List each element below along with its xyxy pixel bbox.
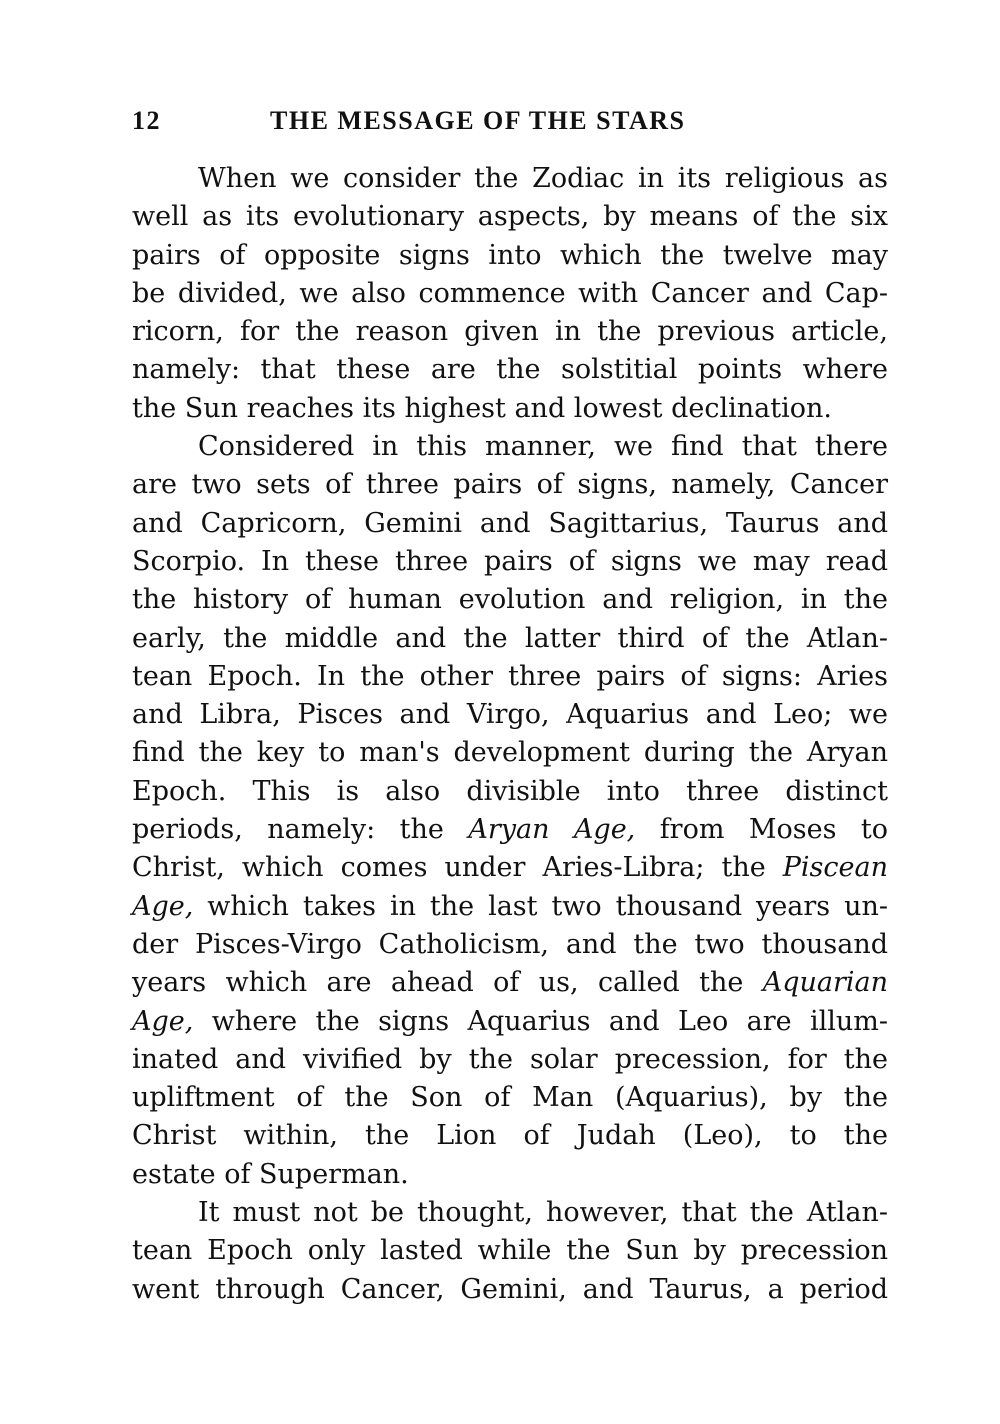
text-run: where the signs Aquarius and Leo are illum-	[193, 1005, 888, 1037]
text-line	[132, 888, 888, 926]
piscean-age-italic: Age,	[132, 890, 194, 922]
text-line: ricorn, for the reason given in the previous article,	[132, 316, 888, 348]
text-line: Scorpio. In these three pairs of signs we may read	[132, 545, 888, 577]
text-line	[132, 811, 888, 849]
text-line: Christ within, the Lion of Judah (Leo), to the	[132, 1120, 888, 1152]
text-line: der Pisces-Virgo Catholicism, and the two thousand	[132, 928, 888, 960]
text-run: which takes in the last two thousand years un-	[193, 890, 888, 922]
text-line: pairs of opposite signs into which the twelve may	[132, 239, 888, 271]
text-line: namely: that these are the solstitial points where	[132, 354, 888, 386]
body-text	[132, 160, 888, 1309]
aquarian-italic: Aquarian	[762, 967, 888, 999]
text-line: It must not be thought, however, that the Atlan-	[198, 1197, 888, 1229]
text-line: When we consider the Zodiac in its religious as	[198, 163, 888, 194]
running-head	[132, 100, 888, 140]
text-line: Considered in this manner, we find that there	[198, 431, 888, 463]
paragraph-1	[132, 160, 888, 428]
text-line: inated and vivified by the solar precession, for the	[132, 1043, 888, 1075]
text-line	[132, 1003, 888, 1041]
text-run: periods, namely: the	[132, 814, 469, 846]
text-line: early, the middle and the latter third of the Atlan-	[132, 622, 888, 654]
text-run: from Moses to	[635, 814, 888, 846]
text-line: be divided, we also commence with Cancer and Cap-	[132, 277, 888, 309]
running-title: THE MESSAGE OF THE STARS	[270, 106, 686, 135]
piscean-italic: Piscean	[782, 852, 888, 884]
text-line: Epoch. This is also divisible into three distinct	[132, 775, 888, 807]
text-line: estate of Superman.	[132, 1158, 409, 1190]
paragraph-2	[132, 428, 888, 1194]
paragraph-3	[132, 1194, 888, 1309]
text-line: well as its evolutionary aspects, by means of the six	[132, 201, 888, 233]
text-line	[132, 849, 888, 887]
aryan-age-italic: Aryan Age,	[468, 814, 636, 846]
text-line: the Sun reaches its highest and lowest declination.	[132, 392, 832, 424]
text-line: upliftment of the Son of Man (Aquarius), by the	[132, 1082, 888, 1114]
text-line: went through Cancer, Gemini, and Taurus, a period	[132, 1273, 888, 1305]
text-line: and Capricorn, Gemini and Sagittarius, Taurus and	[132, 507, 888, 539]
text-line: are two sets of three pairs of signs, namely, Cancer	[132, 469, 888, 501]
text-run: Christ, which comes under Aries-Libra; the	[132, 852, 783, 884]
text-line	[132, 964, 888, 1002]
text-run: years which are ahead of us, called the	[132, 967, 763, 999]
book-page	[132, 100, 888, 1309]
page-number: 12	[132, 106, 161, 135]
text-line: and Libra, Pisces and Virgo, Aquarius and Leo; we	[132, 699, 888, 731]
aquarian-age-italic: Age,	[132, 1005, 194, 1037]
text-line: tean Epoch only lasted while the Sun by precession	[132, 1235, 888, 1267]
text-line: find the key to man's development during the Aryan	[132, 737, 888, 769]
text-line: tean Epoch. In the other three pairs of signs: Aries	[132, 660, 888, 692]
text-line: the history of human evolution and religion, in the	[132, 584, 888, 616]
